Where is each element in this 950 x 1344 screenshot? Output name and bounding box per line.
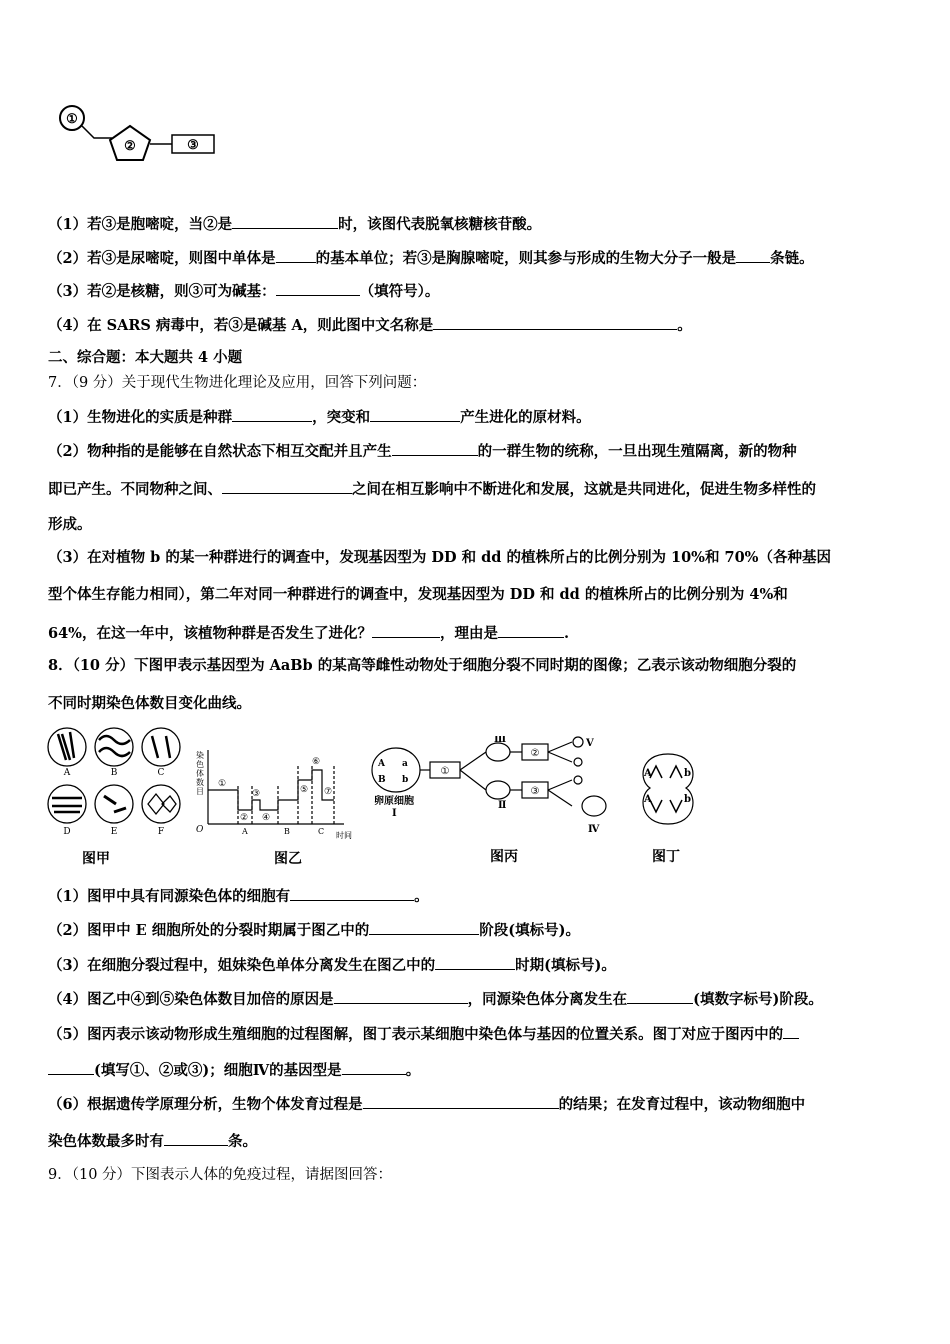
q7-part2b: 即已产生。不同物种之间、 之间在相互影响中不断进化和发展，这就是共同进化，促进生物多样性的 [48, 481, 816, 498]
answer-blank[interactable] [392, 441, 478, 456]
answer-blank[interactable] [290, 886, 414, 901]
answer-blank[interactable] [370, 407, 460, 422]
answer-blank[interactable] [627, 989, 693, 1004]
jia-letter: F [157, 827, 165, 836]
answer-blank[interactable] [433, 315, 677, 330]
bing-roman: Ⅰ [392, 808, 397, 819]
jia-letter: D [63, 827, 71, 836]
bing-step: ③ [530, 786, 540, 797]
caption-bing: 图丙 [490, 849, 518, 865]
q8-part5a: （5）图丙表示该动物形成生殖细胞的过程图解，图丁表示某细胞中染色体与基因的位置关系。图丁对应于图丙中的 [48, 1024, 799, 1045]
answer-blank[interactable] [498, 623, 564, 638]
yi-stage: ⑦ [324, 787, 333, 797]
label-3: ③ [187, 138, 199, 153]
caption-ding: 图丁 [652, 849, 680, 865]
answer-blank[interactable] [232, 407, 312, 422]
jia-letter: A [63, 768, 71, 778]
yi-xtick: B [284, 827, 290, 836]
answer-blank[interactable] [435, 955, 515, 970]
figure-bing [368, 736, 630, 846]
bing-step: ② [530, 748, 540, 759]
answer-blank[interactable] [222, 479, 352, 494]
answer-blank[interactable] [276, 248, 316, 263]
yi-stage: ① [218, 779, 227, 789]
answer-blank[interactable] [334, 989, 468, 1004]
caption-jia: 图甲 [82, 851, 110, 867]
q6-part4: （4）在 SARS 病毒中，若③是碱基 A，则此图中文名称是 。 [48, 317, 692, 334]
bing-gene: B [378, 775, 386, 785]
q8-part3: （3）在细胞分裂过程中，姐妹染色单体分离发生在图乙中的 时期(填标号)。 [48, 957, 616, 974]
q8-part5b: (填写①、②或③)；细胞Ⅳ的基因型是 。 [48, 1060, 420, 1081]
q8-part2: （2）图甲中 E 细胞所处的分裂时期属于图乙中的 阶段(填标号)。 [48, 922, 580, 939]
caption-yi: 图乙 [274, 851, 302, 867]
answer-blank[interactable] [369, 920, 479, 935]
yi-ylabel: 染 [196, 751, 204, 760]
answer-blank[interactable] [276, 281, 360, 296]
answer-blank[interactable] [232, 214, 338, 229]
yi-ylabel: 体 [196, 769, 204, 778]
q8-heading-1: 8．（10 分）下图甲表示基因型为 AaBb 的某高等雌性动物处于细胞分裂不同时期的图像；乙表示该动物细胞分裂的 [48, 657, 797, 674]
q8-heading-2: 不同时期染色体数目变化曲线。 [48, 695, 251, 712]
q7-part1: （1）生物进化的实质是种群 ，突变和 产生进化的原材料。 [48, 409, 591, 426]
answer-blank[interactable] [342, 1060, 406, 1075]
q8-part6b: 染色体数最多时有 条。 [48, 1133, 257, 1150]
answer-blank[interactable] [164, 1131, 228, 1146]
yi-xtick: C [318, 827, 325, 836]
yi-xtick: A [242, 827, 248, 836]
ding-gene: b [684, 768, 691, 779]
q8-part6a: （6）根据遗传学原理分析，生物个体发育过程是 的结果；在发育过程中，该动物细胞中 [48, 1096, 806, 1113]
bing-roman: Ⅳ [588, 824, 600, 835]
bing-roman: Ⅱ [498, 800, 507, 811]
jia-letter: B [110, 768, 118, 778]
q8-part4: （4）图乙中④到⑤染色体数目加倍的原因是 ，同源染色体分离发生在 (填数字标号)阶段。 [48, 991, 823, 1008]
figure-jia [44, 726, 194, 836]
q7-part2c: 形成。 [48, 516, 92, 533]
q7-part2a: （2）物种指的是能够在自然状态下相互交配并且产生 的一群生物的统称，一旦出现生殖隔离，新的物种 [48, 443, 797, 460]
yi-ylabel: 色 [196, 760, 204, 769]
q7-part3b: 型个体生存能力相同），第二年对同一种群进行的调查中，发现基因型为 DD 和 dd 的植株所占的比例分别为 4%和 [48, 586, 788, 603]
q6-part1: （1）若③是胞嘧啶，当②是 时，该图代表脱氧核糖核苷酸。 [48, 216, 542, 233]
ding-gene: b [684, 794, 691, 805]
label-2: ② [124, 139, 136, 154]
q7-heading: 7．（9 分）关于现代生物进化理论及应用，回答下列问题： [48, 375, 427, 391]
jia-letter: E [110, 827, 118, 836]
ding-gene: A [644, 794, 652, 805]
jia-letter: C [157, 768, 165, 778]
bing-gene: a [402, 759, 408, 769]
q8-part1: （1）图甲中具有同源染色体的细胞有 。 [48, 888, 429, 905]
answer-blank[interactable] [372, 623, 440, 638]
bing-step: ① [440, 766, 450, 777]
bing-roman: Ⅴ [586, 738, 594, 749]
bing-gene: b [402, 775, 409, 785]
ding-gene: A [644, 768, 652, 779]
answer-blank[interactable] [363, 1094, 559, 1109]
figure-ding [636, 750, 700, 830]
yi-ylabel: 目 [196, 787, 204, 796]
nucleotide-diagram [50, 98, 230, 168]
yi-stage: ③ [252, 789, 261, 799]
q7-part3a: （3）在对植物 b 的某一种群进行的调查中，发现基因型为 DD 和 dd 的植株所占的比例分别为 10%和 70%（各种基因 [48, 549, 831, 566]
q6-part2: （2）若③是尿嘧啶，则图中单体是 的基本单位；若③是胸腺嘧啶，则其参与形成的生物大分子一般是 条链。 [48, 250, 814, 267]
section-heading: 二、综合题：本大题共 4 小题 [48, 349, 243, 366]
figure-yi [194, 746, 366, 842]
yi-ylabel: 数 [196, 778, 204, 787]
yi-stage: ⑤ [300, 785, 309, 795]
q9-heading: 9．（10 分）下图表示人体的免疫过程，请据图回答： [48, 1167, 393, 1183]
yi-xlabel: 时间 [336, 831, 352, 840]
yi-origin: O [196, 825, 204, 835]
answer-blank[interactable] [783, 1024, 799, 1039]
yi-stage: ⑥ [312, 757, 321, 767]
q6-part3: （3）若②是核糖，则③可为碱基： （填符号）。 [48, 283, 440, 300]
bing-gene: A [378, 759, 385, 769]
yi-stage: ④ [262, 813, 271, 823]
answer-blank[interactable] [48, 1060, 94, 1075]
label-1: ① [66, 112, 78, 127]
bing-roman: Ⅲ [494, 736, 507, 745]
yi-stage: ② [240, 813, 249, 823]
answer-blank[interactable] [736, 248, 770, 263]
bing-cell-label: 卵原细胞 [374, 796, 414, 807]
q7-part3c: 64%，在这一年中，该植物种群是否发生了进化？ ，理由是 . [48, 625, 570, 642]
